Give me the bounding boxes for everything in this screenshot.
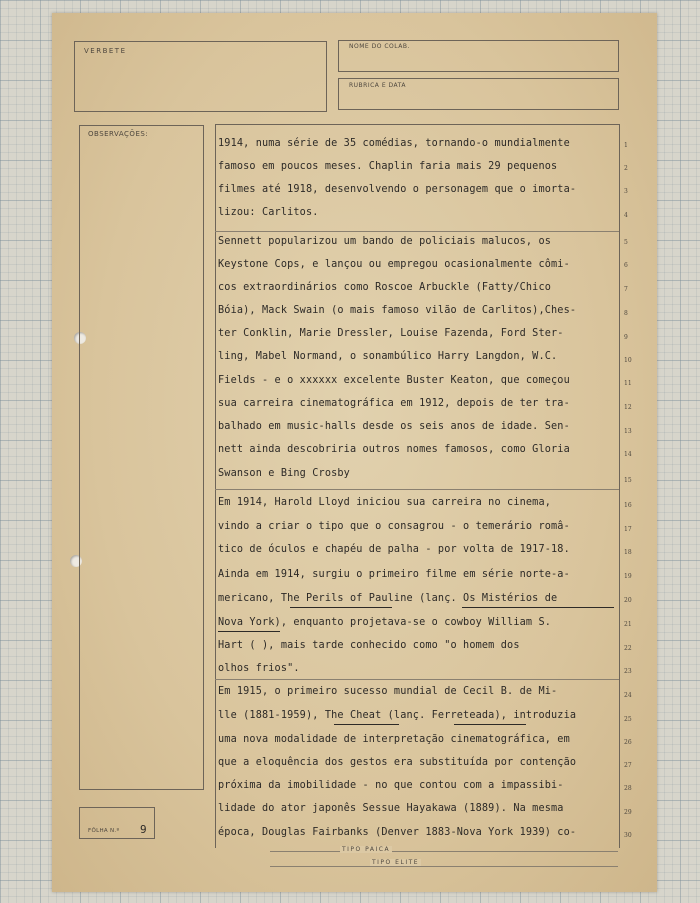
text-line: 1914, numa série de 35 comédias, tornando-o mundialmente: [218, 138, 570, 149]
paragraph-rule: [215, 231, 619, 232]
observacoes-box: [79, 125, 204, 790]
title-underline: [454, 724, 526, 725]
line-number: 27: [624, 762, 632, 769]
text-line: mericano, The Perils of Pauline (lanç. Os Mistérios de: [218, 593, 558, 604]
text-line: cos extraordinários como Roscoe Arbuckle (Fatty/Chico: [218, 282, 552, 293]
title-underline: [218, 631, 280, 632]
observacoes-label: OBSERVAÇÕES:: [88, 130, 149, 138]
line-number: 19: [624, 573, 632, 580]
text-line: filmes até 1918, desenvolvendo o personagem que o imorta-: [218, 184, 577, 195]
rubrica-data-label: RUBRICA E DATA: [349, 82, 406, 89]
text-line: Sennett popularizou um bando de policiais malucos, os: [218, 236, 552, 247]
line-number: 29: [624, 809, 632, 816]
line-number: 25: [624, 716, 632, 723]
text-line: olhos frios".: [218, 663, 300, 674]
line-number: 21: [624, 621, 632, 628]
text-line: ling, Mabel Normand, o sonambúlico Harry Langdon, W.C.: [218, 351, 558, 362]
text-line: que a eloquência dos gestos era substituída por contenção: [218, 757, 577, 768]
text-line: vindo a criar o tipo que o consagrou - o temerário româ-: [218, 521, 570, 532]
line-number: 9: [624, 334, 628, 341]
text-line: tico de óculos e chapéu de palha - por volta de 1917-18.: [218, 544, 570, 555]
line-number: 10: [624, 357, 632, 364]
text-line: Ainda em 1914, surgiu o primeiro filme em série norte-a-: [218, 569, 570, 580]
line-number: 4: [624, 212, 628, 219]
text-line: Keystone Cops, e lançou ou empregou ocasionalmente cômi-: [218, 259, 570, 270]
text-line: lidade do ator japonês Sessue Hayakawa (1889). Na mesma: [218, 803, 564, 814]
line-number: 17: [624, 526, 632, 533]
text-line: Nova York), enquanto projetava-se o cowboy William S.: [218, 617, 552, 628]
text-line: balhado em music-halls desde os seis anos de idade. Sen-: [218, 421, 570, 432]
line-number: 3: [624, 188, 628, 195]
line-number: 22: [624, 645, 632, 652]
line-number: 28: [624, 785, 632, 792]
paragraph-rule: [215, 679, 619, 680]
title-underline: [462, 607, 614, 608]
line-number: 7: [624, 286, 628, 293]
line-number: 11: [624, 380, 632, 387]
tipo-elite-label: TIPO ELITE: [372, 859, 420, 866]
title-underline: [334, 724, 399, 725]
text-line: lizou: Carlitos.: [218, 207, 319, 218]
text-line: Fields - e o xxxxxx excelente Buster Keaton, que começou: [218, 375, 570, 386]
folha-label: FÔLHA N.º: [88, 828, 120, 834]
text-line: nett ainda descobriria outros nomes famosos, como Gloria: [218, 444, 570, 455]
line-number: 26: [624, 739, 632, 746]
line-number: 2: [624, 165, 628, 172]
line-number: 8: [624, 310, 628, 317]
line-number: 23: [624, 668, 632, 675]
line-number: 15: [624, 477, 632, 484]
footer-rule-elite: [270, 866, 618, 867]
text-line: Hart ( ), mais tarde conhecido como "o homem dos: [218, 640, 520, 651]
text-line: próxima da imobilidade - no que contou com a impassibi-: [218, 780, 564, 791]
tipo-paica-label: TIPO PAICA: [342, 846, 391, 853]
line-number: 24: [624, 692, 632, 699]
text-line: Swanson e Bing Crosby: [218, 468, 350, 479]
line-number: 18: [624, 549, 632, 556]
text-line: sua carreira cinematográfica em 1912, depois de ter tra-: [218, 398, 570, 409]
line-number: 14: [624, 451, 632, 458]
line-number: 30: [624, 832, 632, 839]
verbete-label: VERBETE: [84, 47, 127, 55]
text-line: uma nova modalidade de interpretação cinematográfica, em: [218, 734, 570, 745]
text-line: Bóia), Mack Swain (o mais famoso vilão de Carlitos),Ches-: [218, 305, 577, 316]
paragraph-rule: [215, 489, 619, 490]
text-line: Em 1914, Harold Lloyd iniciou sua carreira no cinema,: [218, 497, 552, 508]
text-line: lle (1881-1959), The Cheat (lanç. Ferreteada), introduzia: [218, 710, 577, 721]
text-line: ter Conklin, Marie Dressler, Louise Fazenda, Ford Ster-: [218, 328, 564, 339]
text-line: época, Douglas Fairbanks (Denver 1883-Nova York 1939) co-: [218, 827, 577, 838]
title-underline: [290, 607, 392, 608]
line-number: 20: [624, 597, 632, 604]
folha-number: 9: [140, 823, 147, 836]
line-number: 1: [624, 142, 628, 149]
text-line: famoso em poucos meses. Chaplin faria mais 29 pequenos: [218, 161, 558, 172]
line-number: 16: [624, 502, 632, 509]
line-number: 6: [624, 262, 628, 269]
text-line: Em 1915, o primeiro sucesso mundial de Cecil B. de Mi-: [218, 686, 558, 697]
line-number: 13: [624, 428, 632, 435]
line-number: 5: [624, 239, 628, 246]
footer-rule-paica: [270, 851, 618, 852]
line-number: 12: [624, 404, 632, 411]
nome-colab-label: NOME DO COLAB.: [349, 43, 410, 50]
